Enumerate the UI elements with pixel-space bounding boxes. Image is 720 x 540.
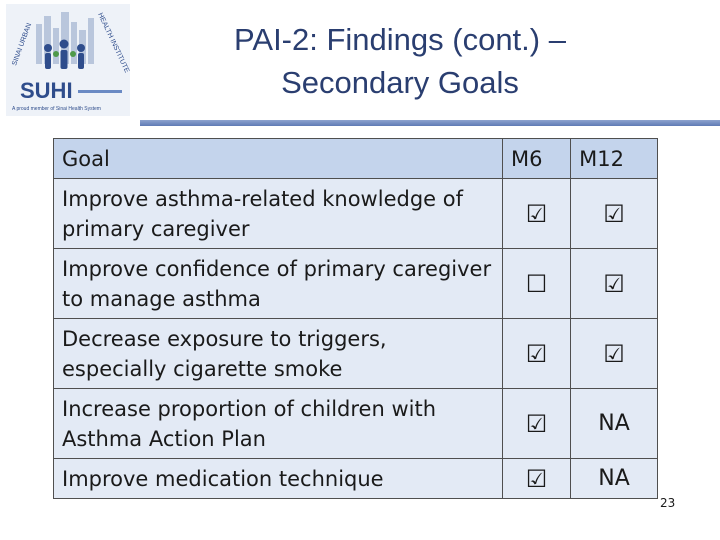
suhi-logo bbox=[6, 4, 130, 116]
m6-checkbox-icon: ☑ bbox=[503, 179, 571, 249]
table-row bbox=[54, 319, 658, 389]
slide-title-line1: PAI-2: Findings (cont.) – bbox=[234, 22, 566, 57]
logo-acronym: SUHI bbox=[20, 78, 73, 103]
slide-title-line2: Secondary Goals bbox=[281, 65, 519, 100]
header-m12: M12 bbox=[571, 139, 658, 179]
logo-tagline: A proud member of Sinai Health System bbox=[12, 106, 101, 112]
goals-table bbox=[53, 138, 658, 499]
table-header-row bbox=[54, 139, 658, 179]
m12-value: NA bbox=[571, 389, 658, 459]
slide-title bbox=[180, 18, 620, 104]
table-row bbox=[54, 459, 658, 499]
m6-checkbox-icon: ☑ bbox=[503, 459, 571, 499]
title-underline bbox=[140, 120, 720, 126]
goal-cell: Improve medication technique bbox=[54, 459, 503, 499]
m6-checkbox-icon: ☑ bbox=[503, 389, 571, 459]
m6-checkbox-icon: ☐ bbox=[503, 249, 571, 319]
m12-checkbox-icon: ☑ bbox=[571, 249, 658, 319]
table-row bbox=[54, 249, 658, 319]
m6-checkbox-icon: ☑ bbox=[503, 319, 571, 389]
goal-cell: Increase proportion of children with Asthma Action Plan bbox=[54, 389, 503, 459]
table-row bbox=[54, 179, 658, 249]
table-row bbox=[54, 389, 658, 459]
logo-arc-right: HEALTH INSTITUTE bbox=[96, 11, 130, 74]
m12-checkbox-icon: ☑ bbox=[571, 179, 658, 249]
m12-value: NA bbox=[571, 459, 658, 499]
logo-arc-left: SINAI URBAN bbox=[11, 22, 34, 67]
page-number: 23 bbox=[660, 496, 676, 510]
goal-cell: Decrease exposure to triggers, especially cigarette smoke bbox=[54, 319, 503, 389]
m12-checkbox-icon: ☑ bbox=[571, 319, 658, 389]
goal-cell: Improve asthma-related knowledge of primary caregiver bbox=[54, 179, 503, 249]
goal-cell: Improve confidence of primary caregiver to manage asthma bbox=[54, 249, 503, 319]
header-m6: M6 bbox=[503, 139, 571, 179]
header-goal: Goal bbox=[54, 139, 503, 179]
